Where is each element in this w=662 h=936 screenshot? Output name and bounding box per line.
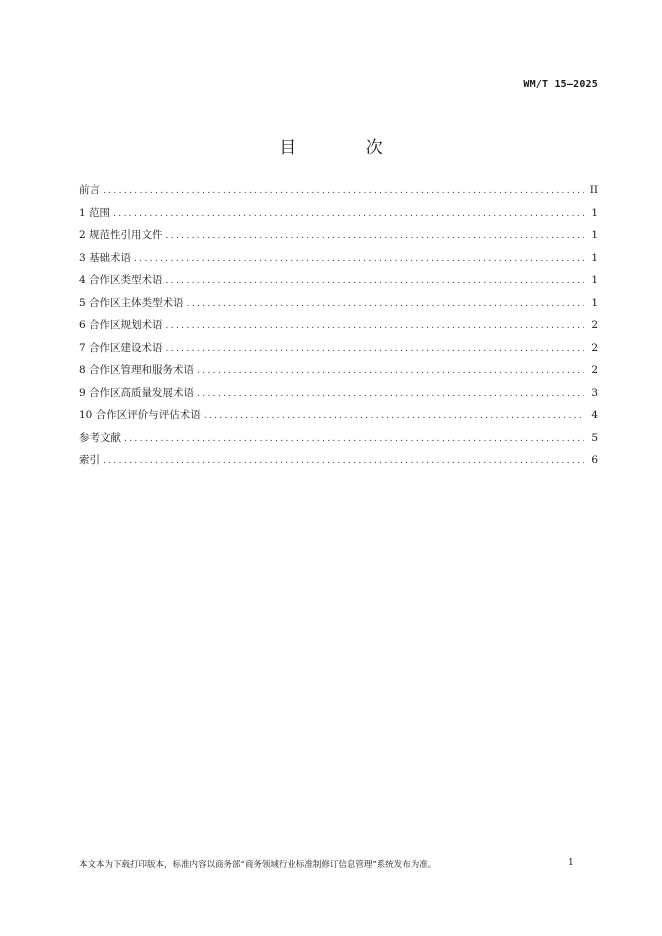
toc-entry-label: 7 合作区建设术语 [79,341,163,354]
toc-leader-dots [166,270,584,293]
toc-entry-index[interactable] [79,449,598,472]
toc-entry-label: 10 合作区评价与评估术语 [79,409,201,421]
toc-entry-page: 2 [591,319,598,331]
toc-leader-dots [124,428,584,451]
toc-entry-entity-type-terms[interactable] [79,292,598,315]
toc-entry-label: 前言 [79,184,100,196]
toc-entry-label: 9 合作区高质量发展术语 [79,386,195,399]
toc-entry-development-terms[interactable] [79,382,598,405]
toc-entry-page: 4 [591,409,598,421]
toc-entry-page: 5 [591,431,598,444]
toc-entry-page: 1 [591,251,598,264]
toc-entry-page: 2 [591,364,598,376]
toc-entry-page: 1 [591,229,598,241]
toc-entry-management-service-terms[interactable] [79,359,598,382]
toc-entry-bibliography[interactable] [79,427,598,450]
toc-leader-dots [166,315,584,338]
toc-entry-label: 索引 [79,454,100,466]
toc-leader-dots [166,338,584,361]
toc-entry-page: 1 [591,274,598,286]
toc-entry-page: 3 [591,386,598,399]
toc-leader-dots [204,405,584,428]
toc-entry-label: 4 合作区类型术语 [79,274,163,286]
toc-leader-dots [166,225,584,248]
standard-code: WM/T 15—2025 [523,79,598,90]
toc-entry-label: 2 规范性引用文件 [79,229,163,241]
toc-leader-dots [197,383,584,406]
toc-entry-label: 3 基础术语 [79,251,132,264]
toc-entry-page: 1 [591,296,598,309]
toc-leader-dots [103,180,584,203]
toc-entry-page: 6 [591,454,598,466]
toc-leader-dots [187,293,584,316]
toc-entry-scope[interactable] [79,202,598,225]
toc-entry-zone-type-terms[interactable] [79,269,598,292]
toc-entry-page: 1 [591,206,598,219]
toc-leader-dots [113,203,584,226]
page-title: 目 次 [279,138,415,158]
table-of-contents [79,179,598,472]
footer-page-number: 1 [568,858,574,868]
footer-note: 本文本为下载打印版本，标准内容以商务部“商务领域行业标准制修订信息管理”系统发布为准。 [79,860,437,870]
toc-entry-planning-terms[interactable] [79,314,598,337]
toc-entry-construction-terms[interactable] [79,337,598,360]
toc-entry-label: 8 合作区管理和服务术语 [79,364,195,376]
toc-leader-dots [134,248,584,271]
toc-entry-foreword[interactable] [79,179,598,202]
toc-entry-page: II [589,184,598,196]
toc-entry-label: 6 合作区规划术语 [79,319,163,331]
toc-entry-label: 5 合作区主体类型术语 [79,296,184,309]
toc-entry-evaluation-terms[interactable] [79,404,598,427]
toc-entry-basic-terms[interactable] [79,247,598,270]
toc-entry-label: 参考文献 [79,431,121,444]
toc-entry-page: 2 [591,341,598,354]
toc-leader-dots [197,360,584,383]
toc-leader-dots [103,450,584,473]
toc-entry-normative-references[interactable] [79,224,598,247]
toc-entry-label: 1 范围 [79,206,111,219]
